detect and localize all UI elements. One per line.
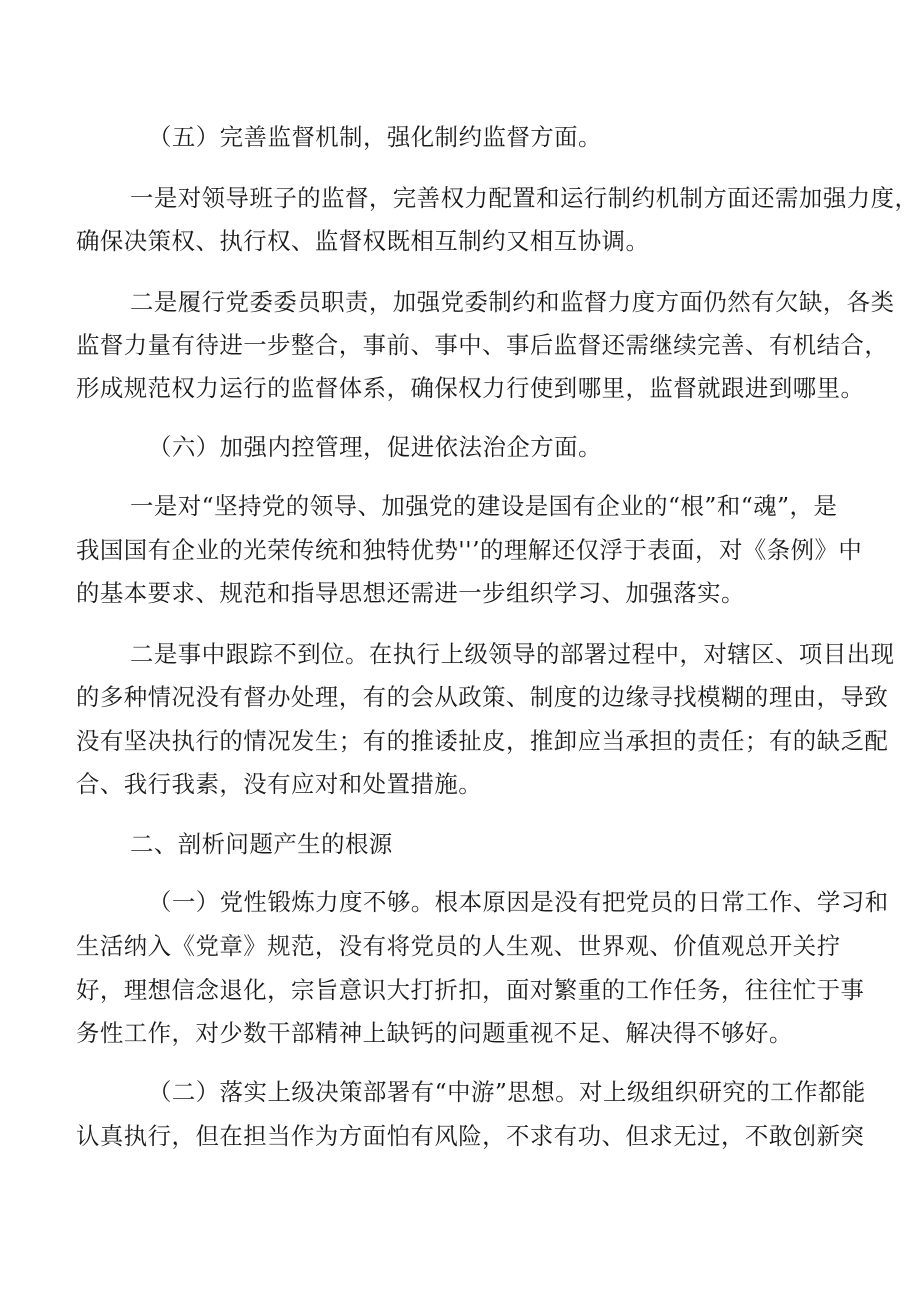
paragraph-line: 二是事中跟踪不到位。在执行上级领导的部署过程中，对辖区、项目出现 — [130, 640, 895, 668]
paragraph-line: 没有坚决执行的情况发生；有的推诿扯皮，推卸应当承担的责任；有的缺乏配 — [76, 727, 889, 755]
part2-heading: 二、剖析问题产生的根源 — [130, 830, 393, 858]
paragraph-line: 认真执行，但在担当作为方面怕有风险，不求有功、但求无过，不敢创新突 — [76, 1122, 865, 1150]
paragraph-line: （一）党性锻炼力度不够。根本原因是没有把党员的日常工作、学习和 — [148, 888, 889, 916]
paragraph-line: （二）落实上级决策部署有“中游”思想。对上级组织研究的工作都能 — [148, 1078, 866, 1106]
paragraph-line: 好，理想信念退化，宗旨意识大打折扣，面对繁重的工作任务，往往忙于事 — [76, 976, 865, 1004]
paragraph-line: 务性工作，对少数干部精神上缺钙的问题重视不足、解决得不够好。 — [76, 1019, 793, 1047]
section5-heading: （五）完善监督机制，强化制约监督方面。 — [148, 123, 602, 151]
paragraph-line: 监督力量有待进一步整合，事前、事中、事后监督还需继续完善、有机结合， — [76, 331, 889, 359]
paragraph-line: 确保决策权、执行权、监督权既相互制约又相互协调。 — [76, 227, 650, 255]
paragraph-line: 二是履行党委委员职责，加强党委制约和监督力度方面仍然有欠缺，各类 — [130, 288, 895, 316]
paragraph-line: 一是对领导班子的监督，完善权力配置和运行制约机制方面还需加强力度， — [130, 184, 919, 212]
paragraph-line: 生活纳入《党章》规范，没有将党员的人生观、世界观、价值观总开关拧 — [76, 932, 841, 960]
paragraph-line: 形成规范权力运行的监督体系，确保权力行使到哪里，监督就跟进到哪里。 — [76, 374, 865, 402]
paragraph-line: 的基本要求、规范和指导思想还需进一步组织学习、加强落实。 — [76, 579, 745, 607]
section6-heading: （六）加强内控管理，促进依法治企方面。 — [148, 433, 602, 461]
paragraph-line: 合、我行我素，没有应对和处置措施。 — [76, 770, 483, 798]
paragraph-line: 我国国有企业的光荣传统和独特优势''’的理解还仅浮于表面，对《条例》中 — [76, 536, 863, 564]
paragraph-line: 的多种情况没有督办处理，有的会从政策、制度的边缘寻找模糊的理由，导致 — [76, 683, 889, 711]
paragraph-line: 一是对“坚持党的领导、加强党的建设是国有企业的“根”和“魂”，是 — [130, 492, 838, 520]
